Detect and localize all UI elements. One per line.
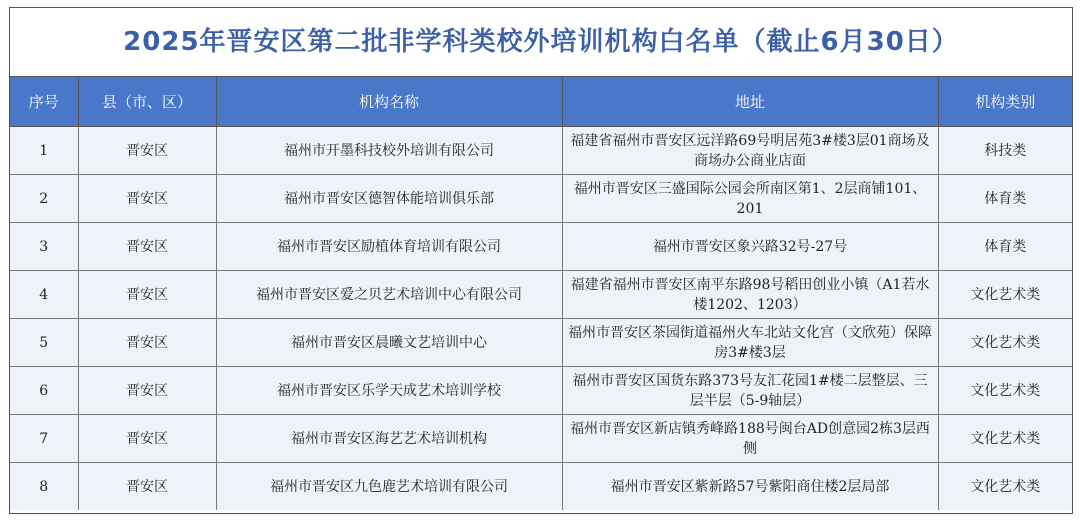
cell-index: 1	[10, 127, 78, 175]
cell-category: 科技类	[938, 127, 1072, 175]
cell-index: 8	[10, 463, 78, 511]
cell-institution-name: 福州市晋安区爱之贝艺术培训中心有限公司	[216, 271, 562, 319]
cell-institution-name: 福州市开墨科技校外培训有限公司	[216, 127, 562, 175]
table-row	[10, 415, 1072, 463]
table-row	[10, 319, 1072, 367]
header-institution-name: 机构名称	[216, 77, 562, 127]
cell-category: 文化艺术类	[938, 415, 1072, 463]
cell-index: 5	[10, 319, 78, 367]
cell-index: 2	[10, 175, 78, 223]
cell-institution-name: 福州市晋安区乐学天成艺术培训学校	[216, 367, 562, 415]
cell-address: 福建省福州市晋安区远洋路69号明居苑3#楼3层01商场及商场办公商业店面	[562, 127, 938, 175]
cell-county: 晋安区	[78, 367, 216, 415]
table-row	[10, 127, 1072, 175]
cell-county: 晋安区	[78, 415, 216, 463]
cell-address: 福州市晋安区国货东路373号友汇花园1#楼二层整层、三层半层（5-9轴层）	[562, 367, 938, 415]
whitelist-sheet	[9, 7, 1073, 514]
cell-county: 晋安区	[78, 223, 216, 271]
cell-address: 福建省福州市晋安区南平东路98号稻田创业小镇（A1若水楼1202、1203）	[562, 271, 938, 319]
cell-institution-name: 福州市晋安区德智体能培训俱乐部	[216, 175, 562, 223]
cell-index: 6	[10, 367, 78, 415]
cell-address: 福州市晋安区紫新路57号紫阳商住楼2层局部	[562, 463, 938, 511]
cell-county: 晋安区	[78, 127, 216, 175]
cell-category: 文化艺术类	[938, 271, 1072, 319]
cell-county: 晋安区	[78, 319, 216, 367]
whitelist-table	[10, 77, 1072, 510]
cell-category: 文化艺术类	[938, 319, 1072, 367]
table-row	[10, 367, 1072, 415]
cell-county: 晋安区	[78, 463, 216, 511]
cell-index: 7	[10, 415, 78, 463]
table-row	[10, 463, 1072, 511]
cell-institution-name: 福州市晋安区晨曦文艺培训中心	[216, 319, 562, 367]
cell-category: 文化艺术类	[938, 463, 1072, 511]
cell-index: 4	[10, 271, 78, 319]
table-header-row	[10, 77, 1072, 127]
cell-index: 3	[10, 223, 78, 271]
cell-address: 福州市晋安区象兴路32号-27号	[562, 223, 938, 271]
cell-institution-name: 福州市晋安区海艺艺术培训机构	[216, 415, 562, 463]
header-county: 县（市、区）	[78, 77, 216, 127]
table-row	[10, 271, 1072, 319]
cell-address: 福州市晋安区茶园街道福州火车北站文化宫（文欣苑）保障房3#楼3层	[562, 319, 938, 367]
cell-county: 晋安区	[78, 271, 216, 319]
table-row	[10, 223, 1072, 271]
cell-institution-name: 福州市晋安区励植体育培训有限公司	[216, 223, 562, 271]
page-title: 2025年晋安区第二批非学科类校外培训机构白名单（截止6月30日）	[10, 8, 1072, 77]
cell-county: 晋安区	[78, 175, 216, 223]
table-row	[10, 175, 1072, 223]
cell-category: 体育类	[938, 175, 1072, 223]
cell-address: 福州市晋安区三盛国际公园会所南区第1、2层商铺101、201	[562, 175, 938, 223]
header-index: 序号	[10, 77, 78, 127]
cell-category: 体育类	[938, 223, 1072, 271]
cell-institution-name: 福州市晋安区九色鹿艺术培训有限公司	[216, 463, 562, 511]
cell-address: 福州市晋安区新店镇秀峰路188号闽台AD创意园2栋3层西侧	[562, 415, 938, 463]
header-category: 机构类别	[938, 77, 1072, 127]
header-address: 地址	[562, 77, 938, 127]
cell-category: 文化艺术类	[938, 367, 1072, 415]
